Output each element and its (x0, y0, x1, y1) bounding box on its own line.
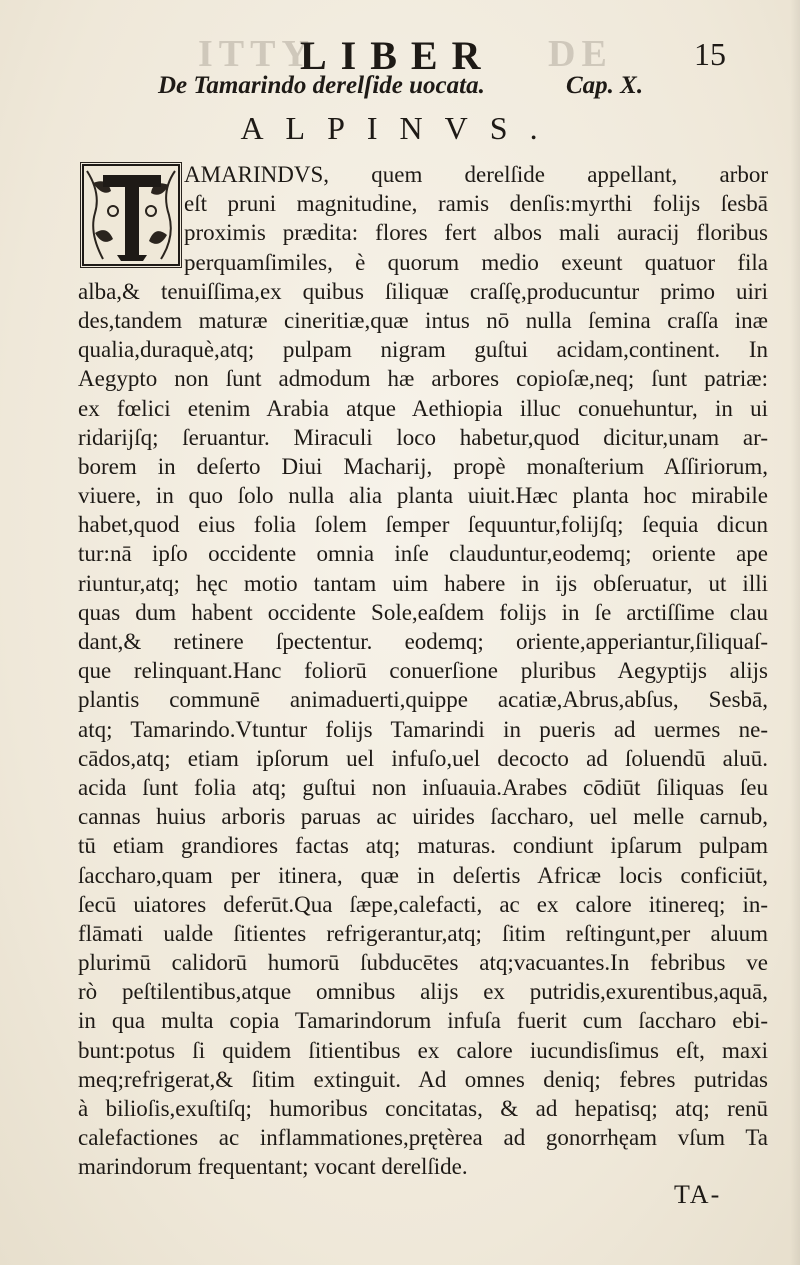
chapter-title: De Tamarindo derelſide uocata. (158, 72, 485, 99)
author-heading: ALPINVS. (240, 110, 560, 146)
text-line: ſaccharo,quam per itinera, quæ in deſertis Africæ locis conficiūt, (78, 862, 768, 888)
text-line: in qua multa copia Tamarindorum infuſa fuerit cum ſaccharo ebi- (78, 1008, 768, 1034)
text-line: habet,quod eius folia ſolem ſemper ſequuntur,folijſq; ſequia dicun (78, 512, 768, 538)
text-line: meq;refrigerat,& ſitim extinguit. Ad omnes deniq; febres putridas (78, 1066, 768, 1092)
running-head (0, 28, 800, 78)
text-line: calefactiones ac inflammationes,prętèrea ad gonorrhęam vſum Ta (78, 1125, 768, 1151)
text-line: tur:nā ipſo occidente omnia inſe clauduntur,eodemq; oriente ape (78, 541, 768, 567)
text-line: proximis prædita: flores fert albos mali auracij floribus (184, 220, 768, 246)
text-line: ſecū uiatores deferūt.Qua ſæpe,calefacti, ac ex calore itinereq; in- (78, 891, 768, 917)
catchword: TA- (674, 1180, 722, 1209)
chapter-number: Cap. X. (566, 72, 644, 99)
text-line: que relinquant.Hanc foliorū conuerſione pluribus Aegyptijs alijs (78, 658, 768, 684)
text-line: cādos,atq; etiam ipſorum uel infuſo,uel decocto ad ſoluendū aluū. (78, 745, 768, 771)
text-line: flāmati ualde ſitientes refrigerantur,atq; ſitim reſtingunt,per aluum (78, 920, 768, 946)
show-through-text-right: DE (548, 33, 613, 75)
text-line: rò peſtilentibus,atque omnibus alijs ex putridis,exurentibus,aquā, (78, 979, 768, 1005)
show-through-text-left: ITTY (198, 33, 315, 75)
text-line: qualia,duraquè,atq; pulpam nigram guſtui acidam,continent. In (78, 337, 768, 363)
text-line: dant,& retinere ſpectentur. eodemq; oriente,apperiantur,ſiliquaſ- (78, 629, 768, 654)
text-line: ridarijſq; ſeruantur. Miraculi loco habetur,quod dicitur,unam ar- (78, 424, 768, 450)
text-line: à bilioſis,exuſtiſq; humoribus concitatas, & ad hepatisq; atq; renū (78, 1096, 768, 1121)
text-line: quas dum habent occidente Sole,eaſdem folijs in ſe arctiſſime clau (78, 599, 768, 625)
page-number: 15 (694, 36, 726, 72)
text-line: alba,& tenuiſſima,ex quibus ſiliquæ craſſę,producuntur primo uiri (78, 278, 768, 304)
text-line: perquamſimiles, è quorum medio exeunt quatuor fila (184, 249, 768, 275)
text-line: marindorum frequentant; vocant derelſide. (78, 1154, 468, 1180)
text-line: acida ſunt folia atq; guſtui non inſuauia.Arabes cōdiūt ſiliquas ſeu (78, 774, 768, 800)
text-line: plantis communē animaduerti,quippe acatiæ,Abrus,abſus, Sesbā, (78, 687, 768, 713)
text-line: eſt pruni magnitudine, ramis denſis:myrthi folijs ſesbā (184, 191, 768, 217)
text-line: Aegypto non ſunt admodum hæ arbores copioſæ,neq; ſunt patriæ: (78, 366, 768, 392)
text-line: cannas huius arboris paruas ac uirides ſaccharo, uel melle carnub, (78, 804, 768, 830)
text-line: borem in deſerto Diui Macharij, propè monaſterium Aſſiriorum, (78, 453, 768, 479)
text-line: tū etiam grandiores factas atq; maturas. condiunt ipſarum pulpam (78, 833, 768, 859)
text-line: des,tandem maturæ cineritiæ,quæ intus nō nulla ſemina craſſa inæ (78, 307, 768, 333)
body-text (78, 160, 768, 1182)
running-title: LIBER (300, 33, 495, 78)
text-line: plurimū calidorū humorū ſubducētes atq;vacuantes.In febribus ve (78, 950, 768, 976)
text-line: riuntur,atq; hęc motio tantam uim habere in ijs obſeruatur, ut illi (78, 570, 768, 596)
text-line: bunt:potus ſi quidem ſitientibus ex calore iucundisſimus eſt, maxi (78, 1037, 768, 1063)
text-line: atq; Tamarindo.Vtuntur folijs Tamarindi in pueris ad uermes ne- (78, 716, 768, 742)
text-line: ex fœlici etenim Arabia atque Aethiopia illuc conuehuntur, in ui (78, 395, 768, 421)
chapter-heading (158, 72, 698, 110)
text-line: viuere, in quo ſolo nulla alia planta uiuit.Hæc planta hoc mirabile (78, 483, 768, 509)
text-line: AMARINDVS, quem derelſide appellant, arbor (184, 162, 768, 187)
page-edge-shadow (790, 0, 800, 1265)
